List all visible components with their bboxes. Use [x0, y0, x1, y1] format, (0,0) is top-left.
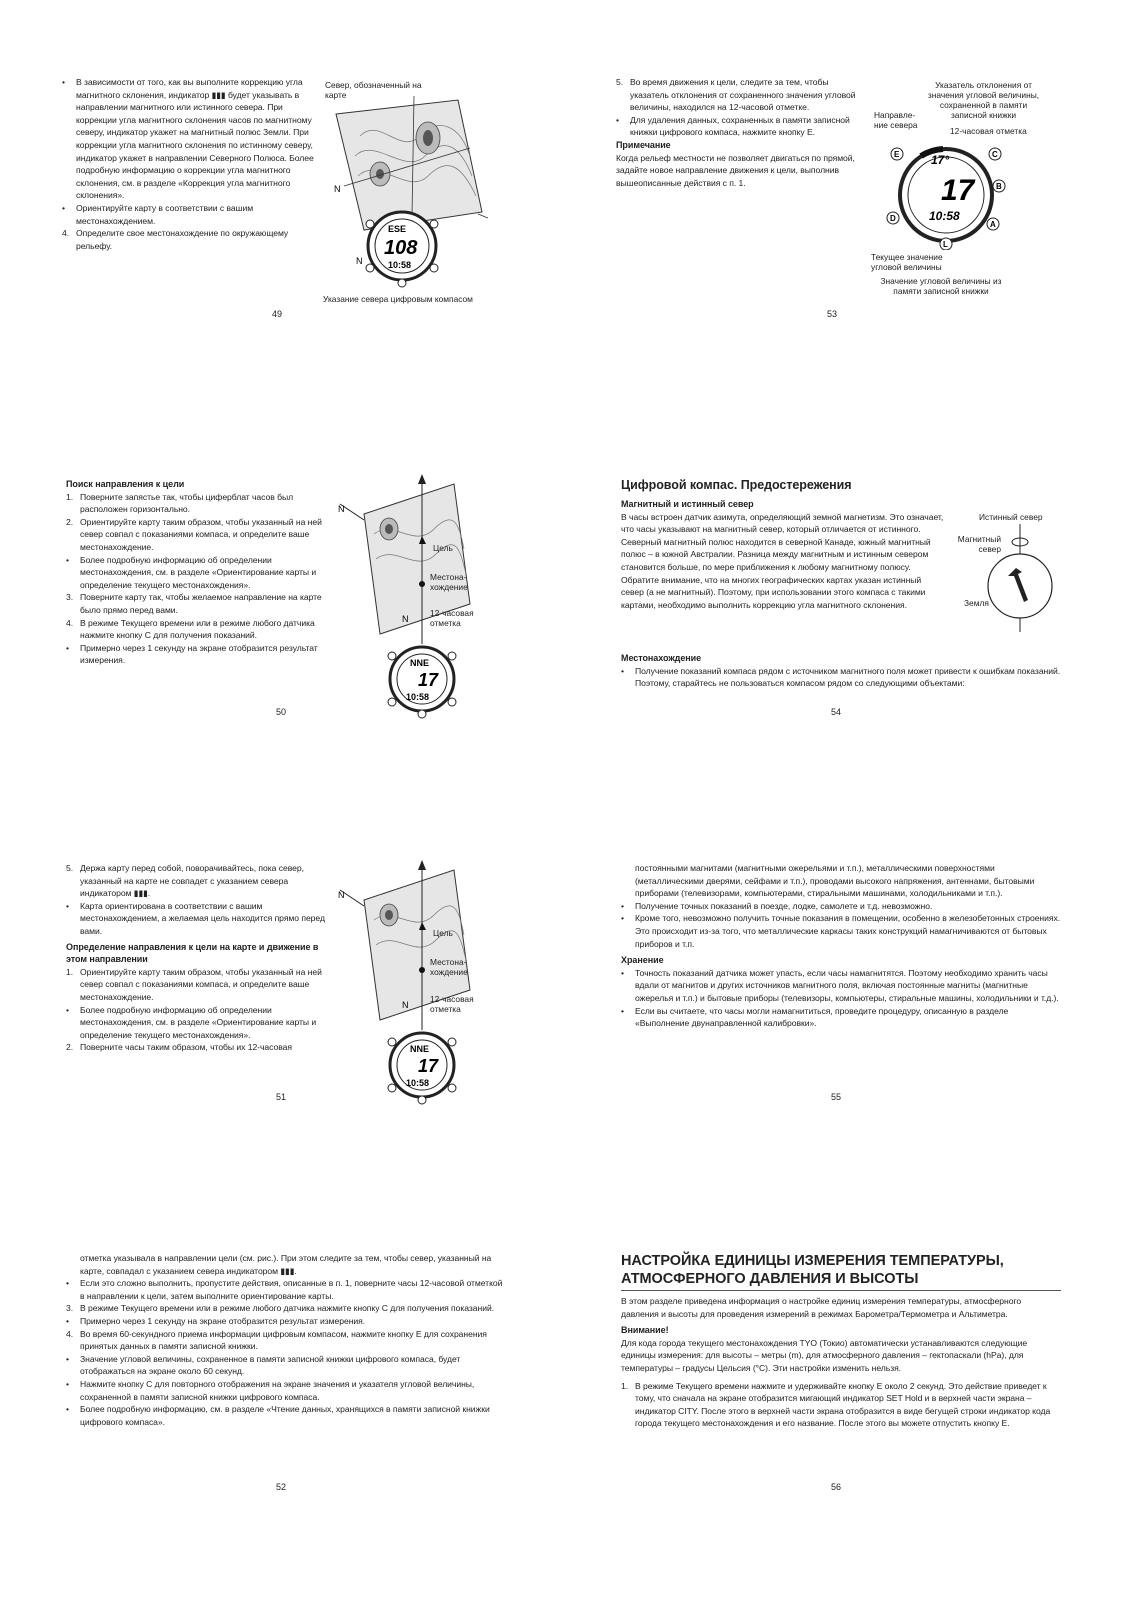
caption-12-mark: 12-часовая отметка [430, 994, 474, 1014]
page-number: 52 [276, 1482, 287, 1492]
n-label: N [338, 504, 345, 514]
n-label: N [402, 614, 409, 624]
watch-small-degrees: 17° [931, 153, 950, 167]
caption-location: Местона-хождение [430, 957, 468, 977]
manual-page-51 [0, 800, 546, 1190]
subsection-heading: Местонахождение [621, 653, 702, 663]
p50-text [66, 478, 328, 667]
list-item: 1. Ориентируйте карту таким образом, чтобы указанный на ней север совпал с показаниями компаса, и определите ваше местонахождение. [66, 966, 322, 1002]
button-d: D [890, 214, 896, 223]
list-item: 2. Поверните часы таким образом, чтобы их 12-часовая [66, 1042, 292, 1053]
caption-target: Цель [433, 928, 453, 938]
button-c: C [992, 150, 998, 159]
watch-figure [881, 140, 1011, 250]
watch-time: 10:58 [406, 1078, 430, 1088]
list-item: • В зависимости от того, как вы выполните коррекцию угла магнитного склонения, индикатор ▮▮▮ будет указывать в направлении магнитного или истинного севера. При коррекции угла магнитного склонения часов по магнитному северу, индикатор укажет на магнитный полюс Земли. При коррекции угла магнитного склонения по истинному северу, индикатор укажет в направлении Северного Полюса. Более подробную информацию о коррекции угла магнитного склонения, см. в разделе «Коррекция угла магнитного склонения». [62, 77, 314, 201]
caption-12-mark: 12-часовая отметка [430, 608, 474, 628]
list-item: • Более подробную информацию об определении местонахождения, см. в разделе «Ориентирование карты и определение текущего местонахождения». [66, 1004, 317, 1040]
watch-degrees: 17 [941, 174, 975, 207]
list-item: 3. В режиме Текущего времени или в режиме любого датчика нажмите кнопку C для получения показаний. [66, 1303, 495, 1314]
p49-text [62, 76, 314, 252]
list-item: 4. Определите свое местонахождение по окружающему рельефу. [62, 228, 289, 251]
manual-page-55 [566, 800, 1112, 1190]
page-number: 50 [276, 707, 287, 717]
watch-time: 10:58 [929, 209, 960, 223]
note-text: Когда рельеф местности не позволяет двигаться по прямой, задайте новое направление движения к цели, выполнив вышеописанные действия с п. 1. [616, 152, 855, 188]
watch-time: 10:58 [406, 692, 430, 702]
caption-compass-north: Указание севера цифровым компасом [323, 294, 473, 304]
section-title: НАСТРОЙКА ЕДИНИЦЫ ИЗМЕРЕНИЯ ТЕМПЕРАТУРЫ, АТМОСФЕРНОГО ДАВЛЕНИЯ И ВЫСОТЫ [621, 1252, 1061, 1291]
caption-map-north: Север, обозначенный на карте [325, 80, 422, 100]
p56-text [621, 1252, 1061, 1430]
list-item: • Точность показаний датчика может упасть, если часы намагнитятся. Поэтому необходимо хранить часы вдали от магнитов и других источников магнитного поля, включая постоянные магниты (магнитные ожерелья и т.п.) и бытовые приборы (телевизоры, компьютеры, стиральные машины, холодильники и т.д.). [621, 967, 1059, 1003]
watch-degrees: 17 [418, 670, 439, 690]
list-item: • Более подробную информацию, см. в разделе «Чтение данных, хранящихся в памяти записной книжки цифрового компаса». [66, 1404, 490, 1427]
p51-text [66, 862, 328, 1054]
watch-direction: ESE [388, 224, 407, 234]
list-item: • Получение показаний компаса рядом с источником магнитного поля может привести к ошибкам показаний. Поэтому, старайтесь не пользоваться компасом рядом со следующими объектами: [621, 665, 1061, 689]
paragraph: постоянными магнитами (магнитными ожерельями и т.п.), металлическими поверхностями (металлическими дверями, сейфами и т.п.), проводами высокого напряжения, антеннами, бытовыми приборами (телевизорами, компьютерами, стиральными машинами, холодильниками и т.п.). [635, 863, 1035, 899]
page-number: 55 [831, 1092, 842, 1102]
watch-direction: NNE [410, 658, 430, 668]
button-l: L [943, 240, 948, 249]
p55-text [621, 862, 1061, 1030]
list-item: 1. В режиме Текущего времени нажмите и удерживайте кнопку E около 2 секунд. Это действие приведет к тому, что сначала на экране отобразится мигающий индикатор SET Hold и в верхней части экрана – индикатор CITY. После этого в верхней части экрана отобразится в виде бегущей строки индикатор кода города текущего местонахождения и его название. После этого вы можете отпустить кнопку E. [621, 1380, 1051, 1429]
section-heading: Хранение [621, 955, 664, 966]
manual-page-54 [566, 400, 1112, 790]
list-item: • Кроме того, невозможно получить точные показания в помещении, особенно в железобетонных строениях. Это происходит из-за того, что металлические каркасы таких конструкций намагничиваются от бытовых приборов и т.п. [621, 913, 1061, 949]
list-item: 5. Держа карту перед собой, поворачивайтесь, пока север, указанный на карте не совпадет с указанием севера индикатором ▮▮▮. [66, 863, 304, 899]
manual-page-49 [0, 0, 546, 390]
paragraph: отметка указывала в направлении цели (см. рис.). При этом следите за тем, чтобы север, указанный на карте, совпадал с указанием севера индикатором ▮▮▮. [80, 1253, 492, 1276]
p54-text [621, 478, 946, 611]
map-target-figure [334, 860, 484, 1110]
button-b: B [996, 182, 1002, 191]
list-item: 4. Во время 60-секундного приема информации цифровым компасом, нажмите кнопку E для сохранения принятых данных в памяти записной книжки. [66, 1328, 487, 1352]
paragraph: В этом разделе приведена информация о настройке единиц измерения температуры, атмосферного давления и высоты для проведения измерений в режимах Барометра/Термометра и Альтиметра. [621, 1296, 1022, 1319]
caption-target: Цель [433, 543, 453, 553]
p54-location [621, 652, 1061, 690]
n-label: N [338, 890, 345, 900]
p53-text [616, 76, 866, 189]
caption-current-value: Текущее значение угловой величины [871, 252, 943, 272]
list-item: • Нажмите кнопку C для повторного отображения на экране значения и указателя угловой величины, сохраненной в памяти записной книжки цифрового компаса. [66, 1378, 475, 1402]
map-with-watch-figure [330, 96, 505, 296]
list-item: • Получение точных показаний в поезде, лодке, самолете и т.д. невозможно. [621, 900, 933, 911]
map-target-figure [334, 474, 484, 724]
list-item: 3. Поверните карту так, чтобы желаемое направление на карте было прямо перед вами. [66, 592, 322, 615]
n-label: N [402, 1000, 409, 1010]
watch-direction: NNE [410, 1044, 430, 1054]
section-heading: Поиск направления к цели [66, 479, 185, 489]
caption-memory-value: Значение угловой величины из памяти записной книжки [880, 276, 1002, 296]
list-item: • Значение угловой величины, сохраненное в памяти записной книжки цифрового компаса, будет отображаться на экране около 60 секунд. [66, 1353, 461, 1377]
n-label: N [356, 256, 363, 266]
n-label: N [334, 184, 341, 194]
button-a: A [990, 220, 996, 229]
page-number: 53 [827, 309, 838, 319]
caption-12-mark: 12-часовая отметка [950, 126, 1027, 136]
caption-location: Местона-хождение [430, 572, 468, 592]
list-item: 2. Ориентируйте карту таким образом, чтобы указанный на ней север совпал с показаниями компаса, и определите ваше местонахождение. [66, 516, 322, 552]
watch-degrees: 17 [418, 1056, 439, 1076]
watch-time: 10:58 [388, 260, 412, 270]
section-heading: Определение направления к цели на карте и движение в этом направлении [66, 941, 319, 965]
list-item: • Примерно через 1 секунду на экране отобразится результат измерения. [66, 642, 318, 666]
list-item: • Для удаления данных, сохраненных в памяти записной книжки цифрового компаса, нажмите кнопку E. [616, 114, 850, 138]
page-number: 51 [276, 1092, 287, 1102]
list-item: • Примерно через 1 секунду на экране отобразится результат измерения. [66, 1315, 366, 1326]
list-item: 5. Во время движения к цели, следите за тем, чтобы указатель отклонения от сохраненного значения угловой величины, находился на 12-часовой отметке. [616, 77, 856, 113]
list-item: 1. Поверните запястье так, чтобы циферблат часов был расположен горизонтально. [66, 491, 294, 515]
page-number: 49 [272, 309, 283, 319]
list-item: • Если это сложно выполнить, пропустите действия, описанные в п. 1, поверните часы 12-часовой отметкой в направлении к цели, затем выполните ориентирование карты. [66, 1278, 503, 1301]
button-e: E [894, 150, 900, 159]
earth-figure [986, 524, 1066, 634]
note-heading: Примечание [616, 139, 671, 150]
manual-page-50 [0, 400, 546, 790]
page-number: 56 [831, 1482, 842, 1492]
paragraph: Для кода города текущего местонахождения TYO (Токио) автоматически устанавливаются следующие единицы измерения: для высоты – метры (m), для атмосферного давления – гектопаскали (hPa), для температуры – градусы Цельсия (°C). Эти настройки изменить нельзя. [621, 1337, 1028, 1373]
list-item: • Карта ориентирована в соответствии с вашим местонахождением, а желаемая цель находится прямо перед вами. [66, 900, 325, 936]
list-item: • Более подробную информацию об определении местонахождения, см. в разделе «Ориентирование карты и определение текущего местонахождения». [66, 554, 317, 590]
caption-earth: Земля [964, 598, 989, 608]
caption-magnetic-north: Магнитный север [957, 534, 1001, 554]
paragraph: В часы встроен датчик азимута, определяющий земной магнетизм. Это означает, что часы указывают на магнитный север, который отличается от истинного. Северный магнитный полюс находится в северной Канаде, южный магнитный полюс – в южной Австралии. Разница между магнитным и истинным севером становится больше, по мере приближения к любому магнитному полюсу. Обратите внимание, что на многих географических картах указан истинный север (а не магнитный). Поэтому, при использовании этого компаса с такими картами, необходимо выполнить коррекцию угла магнитного склонения. [621, 511, 944, 610]
list-item: 4. В режиме Текущего времени или в режиме любого датчика нажмите кнопку C для получения показаний. [66, 617, 315, 641]
list-item: • Если вы считаете, что часы могли намагнититься, проведите процедуру, описанную в разделе «Выполнение двунаправленной калибровки». [621, 1005, 1009, 1029]
manual-page-53 [566, 0, 1112, 390]
caption-north-direction: Направле-ние севера [874, 110, 918, 130]
subsection-heading: Магнитный и истинный север [621, 499, 754, 509]
subsection-heading: Внимание! [621, 1325, 669, 1336]
p52-text [66, 1252, 506, 1428]
section-title: Цифровой компас. Предостережения [621, 478, 852, 492]
page-number: 54 [831, 707, 842, 717]
caption-true-north: Истинный север [979, 512, 1043, 522]
manual-page-52 [0, 1200, 546, 1590]
caption-deviation-pointer: Указатель отклонения от значения угловой величины, сохраненной в памяти записной книжки [927, 80, 1040, 120]
list-item: • Ориентируйте карту в соответствии с вашим местонахождением. [62, 202, 254, 226]
manual-page-56 [566, 1200, 1112, 1590]
watch-degrees: 108 [384, 237, 418, 259]
